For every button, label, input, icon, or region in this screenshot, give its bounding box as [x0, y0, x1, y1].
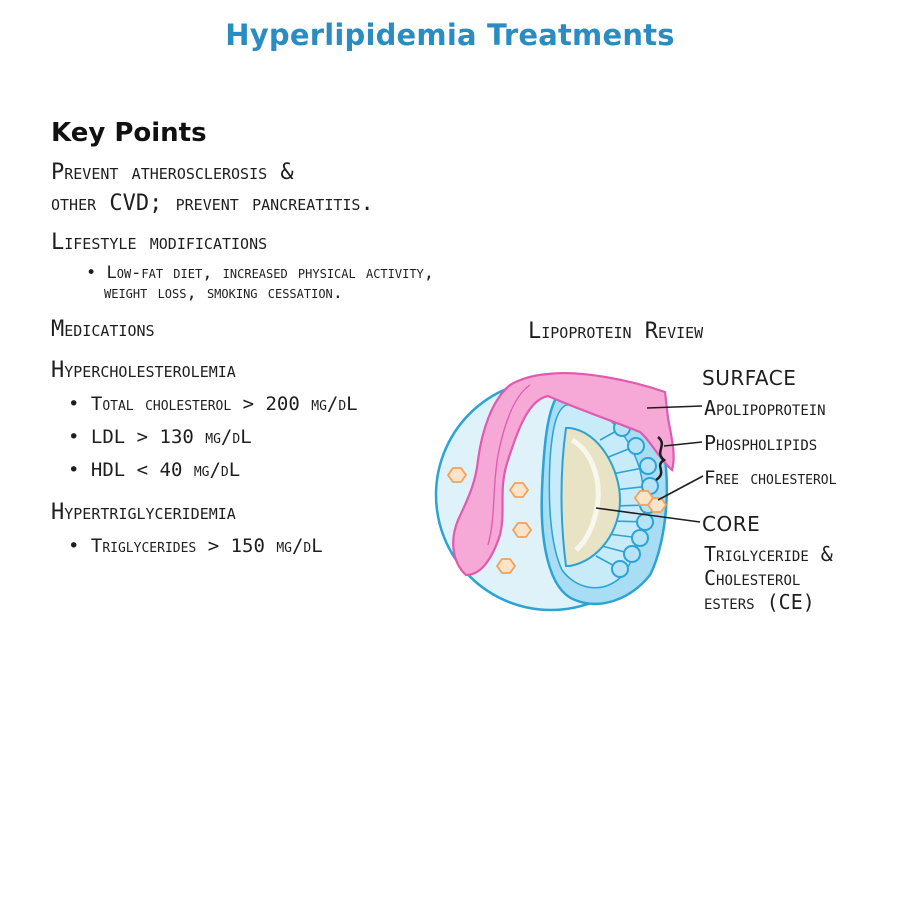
lipoprotein-heading: Lipoprotein Review	[528, 319, 704, 344]
core-line-1: Triglyceride &	[704, 542, 833, 566]
cholesterol-icon	[448, 468, 466, 482]
phospholipid-head-icon	[640, 458, 656, 474]
list-item: • HDL < 40 mg/dL	[68, 459, 240, 481]
core-label: CORE	[702, 512, 761, 536]
list-item: • Triglycerides > 150 mg/dL	[68, 535, 323, 557]
cholesterol-icon	[513, 523, 531, 537]
list-item: • Total cholesterol > 200 mg/dL	[68, 393, 358, 415]
apolipoprotein-label: Apolipoprotein	[704, 396, 826, 420]
key-points-heading: Key Points	[51, 118, 207, 148]
phospholipid-head-icon	[612, 561, 628, 577]
goal-line-2: other CVD; prevent pancreatitis.	[51, 191, 374, 216]
phospholipid-head-icon	[624, 546, 640, 562]
hypertriglyceridemia-heading: Hypertriglyceridemia	[51, 500, 236, 525]
goal-line-1: Prevent atherosclerosis &	[51, 160, 294, 185]
medications-heading: Medications	[51, 317, 155, 342]
free-cholesterol-label: Free cholesterol	[704, 467, 837, 489]
cholesterol-icon	[510, 483, 528, 497]
surface-label: SURFACE	[702, 366, 797, 390]
core-line-3: esters (CE)	[704, 590, 815, 614]
hypercholesterolemia-heading: Hypercholesterolemia	[51, 358, 236, 383]
cholesterol-icon	[648, 498, 666, 512]
list-item: • LDL > 130 mg/dL	[68, 426, 252, 448]
core-line-2: Cholesterol	[704, 566, 801, 590]
lifestyle-line-1: • Low-fat diet, increased physical activity,	[86, 263, 434, 283]
lifestyle-line-2: weight loss, smoking cessation.	[104, 283, 344, 303]
page-title: Hyperlipidemia Treatments	[225, 18, 675, 52]
phospholipid-head-icon	[628, 438, 644, 454]
phospholipids-label: Phospholipids	[704, 431, 818, 455]
cholesterol-icon	[497, 559, 515, 573]
phospholipid-head-icon	[632, 530, 648, 546]
phospholipid-head-icon	[637, 514, 653, 530]
lifestyle-heading: Lifestyle modifications	[51, 230, 268, 255]
